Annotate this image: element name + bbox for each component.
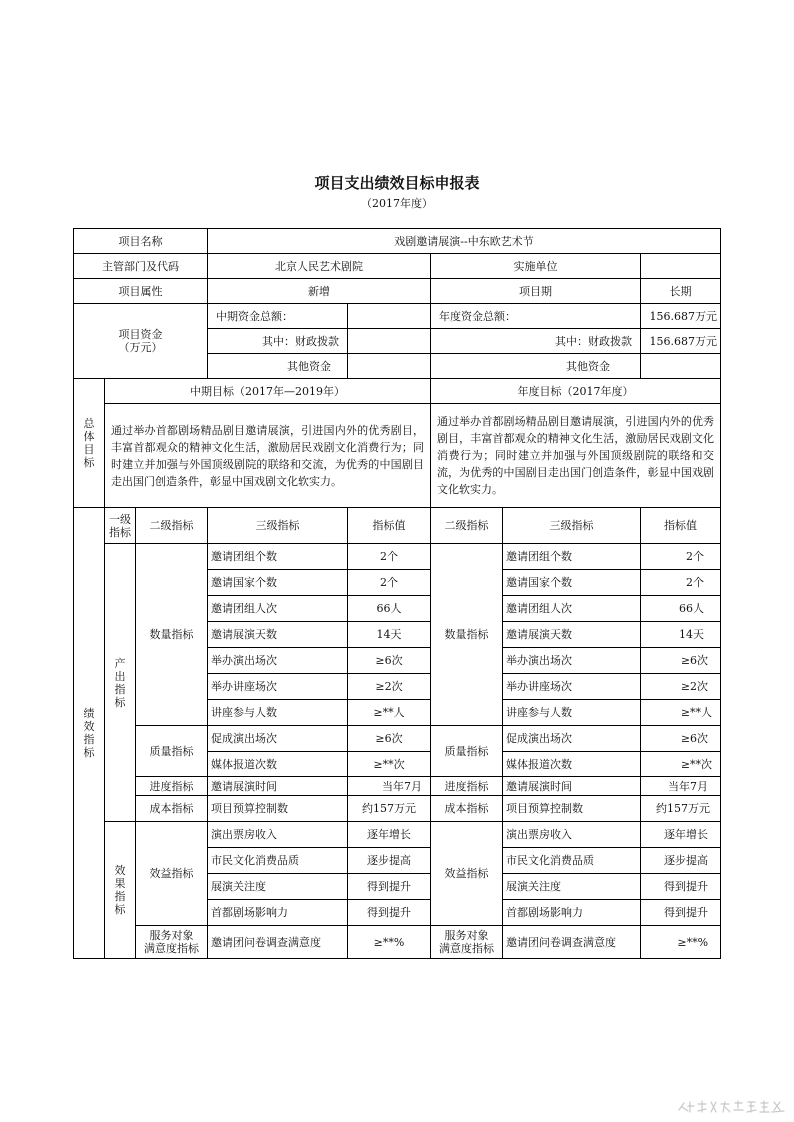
overall-goal-char: 体 — [83, 430, 95, 443]
quantity-mid-name: 讲座参与人数 — [208, 700, 348, 726]
annual-goal-header: 年度目标（2017年度） — [431, 379, 721, 404]
funds-total-row — [74, 304, 721, 329]
benefit-mid-name: 市民文化消费品质 — [208, 848, 348, 874]
funds-label-line1: 项目资金 — [118, 328, 163, 341]
progress-label-mid: 进度指标 — [136, 777, 208, 796]
mid-goal-header: 中期目标（2017年—2019年） — [105, 379, 431, 404]
satisfaction-mid-name: 邀请团问卷调查满意度 — [208, 926, 348, 959]
quantity-annual-name: 邀请国家个数 — [503, 570, 641, 596]
satisfaction-annual-name: 邀请团问卷调查满意度 — [503, 926, 641, 959]
benefit-annual-name: 市民文化消费品质 — [503, 848, 641, 874]
annual-goal-text: 通过举办首都剧场精品剧目邀请展演，引进国内外的优秀剧目，丰富首都观众的精神文化生活，激励居民戏剧文化消费行为；同时建立并加强与外国顶级剧院的联络和交流，为优秀的中国剧目走出国门创造条件，彰显中国戏剧文化软实力。 — [431, 404, 721, 508]
quality-mid-name: 媒体报道次数 — [208, 752, 348, 777]
cost-mid-value: 约157万元 — [348, 796, 431, 822]
department-label: 主管部门及代码 — [74, 254, 208, 279]
value-header-annual: 指标值 — [641, 508, 721, 544]
benefit-label-mid: 效益指标 — [136, 822, 208, 926]
overall-goal-char: 总 — [83, 417, 95, 430]
satisfaction-label-mid — [136, 926, 208, 959]
quantity-annual-name: 邀请团组人次 — [503, 596, 641, 622]
overall-goal-char: 目 — [83, 443, 95, 456]
cost-label-annual: 成本指标 — [431, 796, 503, 822]
performance-indicator-label — [74, 508, 105, 959]
benefit-label-annual: 效益指标 — [431, 822, 503, 926]
output-indicator-char: 指 — [114, 682, 126, 696]
implementing-unit-value — [641, 254, 721, 279]
quantity-annual-value: 2个 — [641, 570, 721, 596]
project-period-label: 项目期 — [431, 279, 641, 304]
effect-indicator-char: 效 — [114, 864, 126, 877]
quality-mid-value: ≥**次 — [348, 752, 431, 777]
effect-indicator-char: 果 — [114, 877, 126, 890]
project-attribute-label: 项目属性 — [74, 279, 208, 304]
benefit-annual-value: 得到提升 — [641, 900, 721, 926]
level1-header-line: 指标 — [109, 525, 131, 539]
table-row — [74, 926, 721, 959]
annual-fiscal-value: 156.687万元 — [641, 329, 721, 354]
level1-header — [105, 508, 136, 544]
benefit-annual-name: 演出票房收入 — [503, 822, 641, 848]
quantity-mid-value: ≥**人 — [348, 700, 431, 726]
quality-label-annual: 质量指标 — [431, 726, 503, 777]
progress-annual-name: 邀请展演时间 — [503, 777, 641, 796]
quantity-mid-value: ≥6次 — [348, 648, 431, 674]
quality-annual-name: 促成演出场次 — [503, 726, 641, 752]
performance-indicator-char: 标 — [83, 746, 95, 759]
quantity-annual-value: 14天 — [641, 622, 721, 648]
quality-label-mid: 质量指标 — [136, 726, 208, 777]
quantity-annual-name: 讲座参与人数 — [503, 700, 641, 726]
level2-header-mid: 二级指标 — [136, 508, 208, 544]
overall-goal-char: 标 — [83, 456, 95, 469]
benefit-mid-name: 展演关注度 — [208, 874, 348, 900]
benefit-annual-name: 展演关注度 — [503, 874, 641, 900]
project-period-value: 长期 — [641, 279, 721, 304]
overall-goal-label — [74, 379, 105, 508]
quantity-mid-value: 14天 — [348, 622, 431, 648]
cost-annual-name: 项目预算控制数 — [503, 796, 641, 822]
page-subtitle: （2017年度） — [361, 197, 433, 210]
progress-label-annual: 进度指标 — [431, 777, 503, 796]
benefit-annual-name: 首都剧场影响力 — [503, 900, 641, 926]
cost-label-mid: 成本指标 — [136, 796, 208, 822]
cost-mid-name: 项目预算控制数 — [208, 796, 348, 822]
quantity-annual-value: ≥**人 — [641, 700, 721, 726]
table-row — [74, 544, 721, 570]
quality-mid-value: ≥6次 — [348, 726, 431, 752]
satisfaction-label-line: 服务对象 — [444, 929, 489, 942]
mid-fiscal-value — [348, 329, 431, 354]
funds-label-line2: （万元） — [118, 341, 163, 354]
effect-indicator-char: 标 — [114, 903, 126, 916]
progress-annual-value: 当年7月 — [641, 777, 721, 796]
mid-total-value — [348, 304, 431, 329]
quantity-mid-value: 66人 — [348, 596, 431, 622]
performance-indicator-char: 效 — [83, 720, 95, 733]
department-row — [74, 254, 721, 279]
performance-indicator-char: 绩 — [83, 707, 95, 720]
overall-goal-text-row — [74, 404, 721, 508]
table-row — [74, 726, 721, 752]
performance-goal-table — [73, 228, 721, 959]
satisfaction-mid-value: ≥**% — [348, 926, 431, 959]
satisfaction-label-annual — [431, 926, 503, 959]
indicator-header-row — [74, 508, 721, 544]
quantity-mid-name: 邀请团组人次 — [208, 596, 348, 622]
output-indicator-label — [105, 544, 136, 822]
quantity-mid-name: 邀请团组个数 — [208, 544, 348, 570]
benefit-mid-value: 逐步提高 — [348, 848, 431, 874]
project-name-row — [74, 229, 721, 254]
benefit-mid-name: 首都剧场影响力 — [208, 900, 348, 926]
progress-mid-value: 当年7月 — [348, 777, 431, 796]
quality-annual-name: 媒体报道次数 — [503, 752, 641, 777]
level3-header-annual: 三级指标 — [503, 508, 641, 544]
quality-annual-value: ≥6次 — [641, 726, 721, 752]
quantity-mid-name: 邀请展演天数 — [208, 622, 348, 648]
table-row — [74, 822, 721, 848]
quantity-annual-name: 举办讲座场次 — [503, 674, 641, 700]
quantity-mid-value: ≥2次 — [348, 674, 431, 700]
project-name-label: 项目名称 — [74, 229, 208, 254]
overall-goal-header-row — [74, 379, 721, 404]
annual-total-label: 年度资金总额： — [431, 304, 641, 329]
quantity-annual-value: ≥2次 — [641, 674, 721, 700]
mid-total-label: 中期资金总额： — [208, 304, 348, 329]
benefit-annual-value: 逐年增长 — [641, 822, 721, 848]
quantity-mid-name: 举办演出场次 — [208, 648, 348, 674]
department-value: 北京人民艺术剧院 — [208, 254, 431, 279]
project-name-value: 戏剧邀请展演--中东欧艺术节 — [208, 229, 721, 254]
benefit-annual-value: 逐步提高 — [641, 848, 721, 874]
project-attribute-value: 新增 — [208, 279, 431, 304]
page-title: 项目支出绩效目标申报表 — [314, 174, 480, 192]
benefit-mid-value: 得到提升 — [348, 900, 431, 926]
annual-total-value: 156.687万元 — [641, 304, 721, 329]
performance-indicator-char: 指 — [83, 733, 95, 746]
benefit-mid-value: 逐年增长 — [348, 822, 431, 848]
annual-other-value — [641, 354, 721, 379]
quantity-annual-value: ≥6次 — [641, 648, 721, 674]
funds-label — [74, 304, 208, 379]
mid-other-label: 其他资金 — [208, 354, 348, 379]
output-indicator-char: 标 — [114, 695, 126, 709]
project-attribute-row — [74, 279, 721, 304]
table-row — [74, 796, 721, 822]
theatre-signature-mark — [676, 1098, 788, 1116]
quantity-mid-name: 举办讲座场次 — [208, 674, 348, 700]
quantity-annual-value: 2个 — [641, 544, 721, 570]
mid-fiscal-label: 其中：财政拨款 — [208, 329, 348, 354]
mid-goal-text: 通过举办首都剧场精品剧目邀请展演，引进国内外的优秀剧目，丰富首都观众的精神文化生活，激励居民戏剧文化消费行为；同时建立并加强与外国顶级剧院的联络和交流，为优秀的中国剧目走出国门创造条件，彰显中国戏剧文化软实力。 — [105, 404, 431, 508]
quantity-mid-name: 邀请国家个数 — [208, 570, 348, 596]
effect-indicator-char: 指 — [114, 890, 126, 903]
value-header-mid: 指标值 — [348, 508, 431, 544]
implementing-unit-label: 实施单位 — [431, 254, 641, 279]
output-indicator-char: 产 — [114, 656, 126, 670]
quantity-mid-value: 2个 — [348, 544, 431, 570]
mid-other-value — [348, 354, 431, 379]
benefit-mid-name: 演出票房收入 — [208, 822, 348, 848]
effect-indicator-label — [105, 822, 136, 959]
level3-header-mid: 三级指标 — [208, 508, 348, 544]
quantity-mid-value: 2个 — [348, 570, 431, 596]
annual-other-label: 其他资金 — [431, 354, 641, 379]
quality-annual-value: ≥**次 — [641, 752, 721, 777]
satisfaction-annual-value: ≥**% — [641, 926, 721, 959]
progress-mid-name: 邀请展演时间 — [208, 777, 348, 796]
level2-header-annual: 二级指标 — [431, 508, 503, 544]
quantity-annual-name: 举办演出场次 — [503, 648, 641, 674]
quantity-annual-name: 邀请展演天数 — [503, 622, 641, 648]
satisfaction-label-line: 满意度指标 — [439, 942, 494, 955]
annual-fiscal-label: 其中：财政拨款 — [431, 329, 641, 354]
table-row — [74, 777, 721, 796]
quantity-annual-name: 邀请团组个数 — [503, 544, 641, 570]
quantity-label-annual: 数量指标 — [431, 544, 503, 726]
output-indicator-char: 出 — [114, 669, 126, 683]
satisfaction-label-line: 满意度指标 — [144, 942, 199, 955]
benefit-annual-value: 得到提升 — [641, 874, 721, 900]
quantity-label-mid: 数量指标 — [136, 544, 208, 726]
benefit-mid-value: 得到提升 — [348, 874, 431, 900]
satisfaction-label-line: 服务对象 — [149, 929, 194, 942]
quantity-annual-value: 66人 — [641, 596, 721, 622]
cost-annual-value: 约157万元 — [641, 796, 721, 822]
level1-header-line: 一级 — [109, 512, 131, 526]
quality-mid-name: 促成演出场次 — [208, 726, 348, 752]
